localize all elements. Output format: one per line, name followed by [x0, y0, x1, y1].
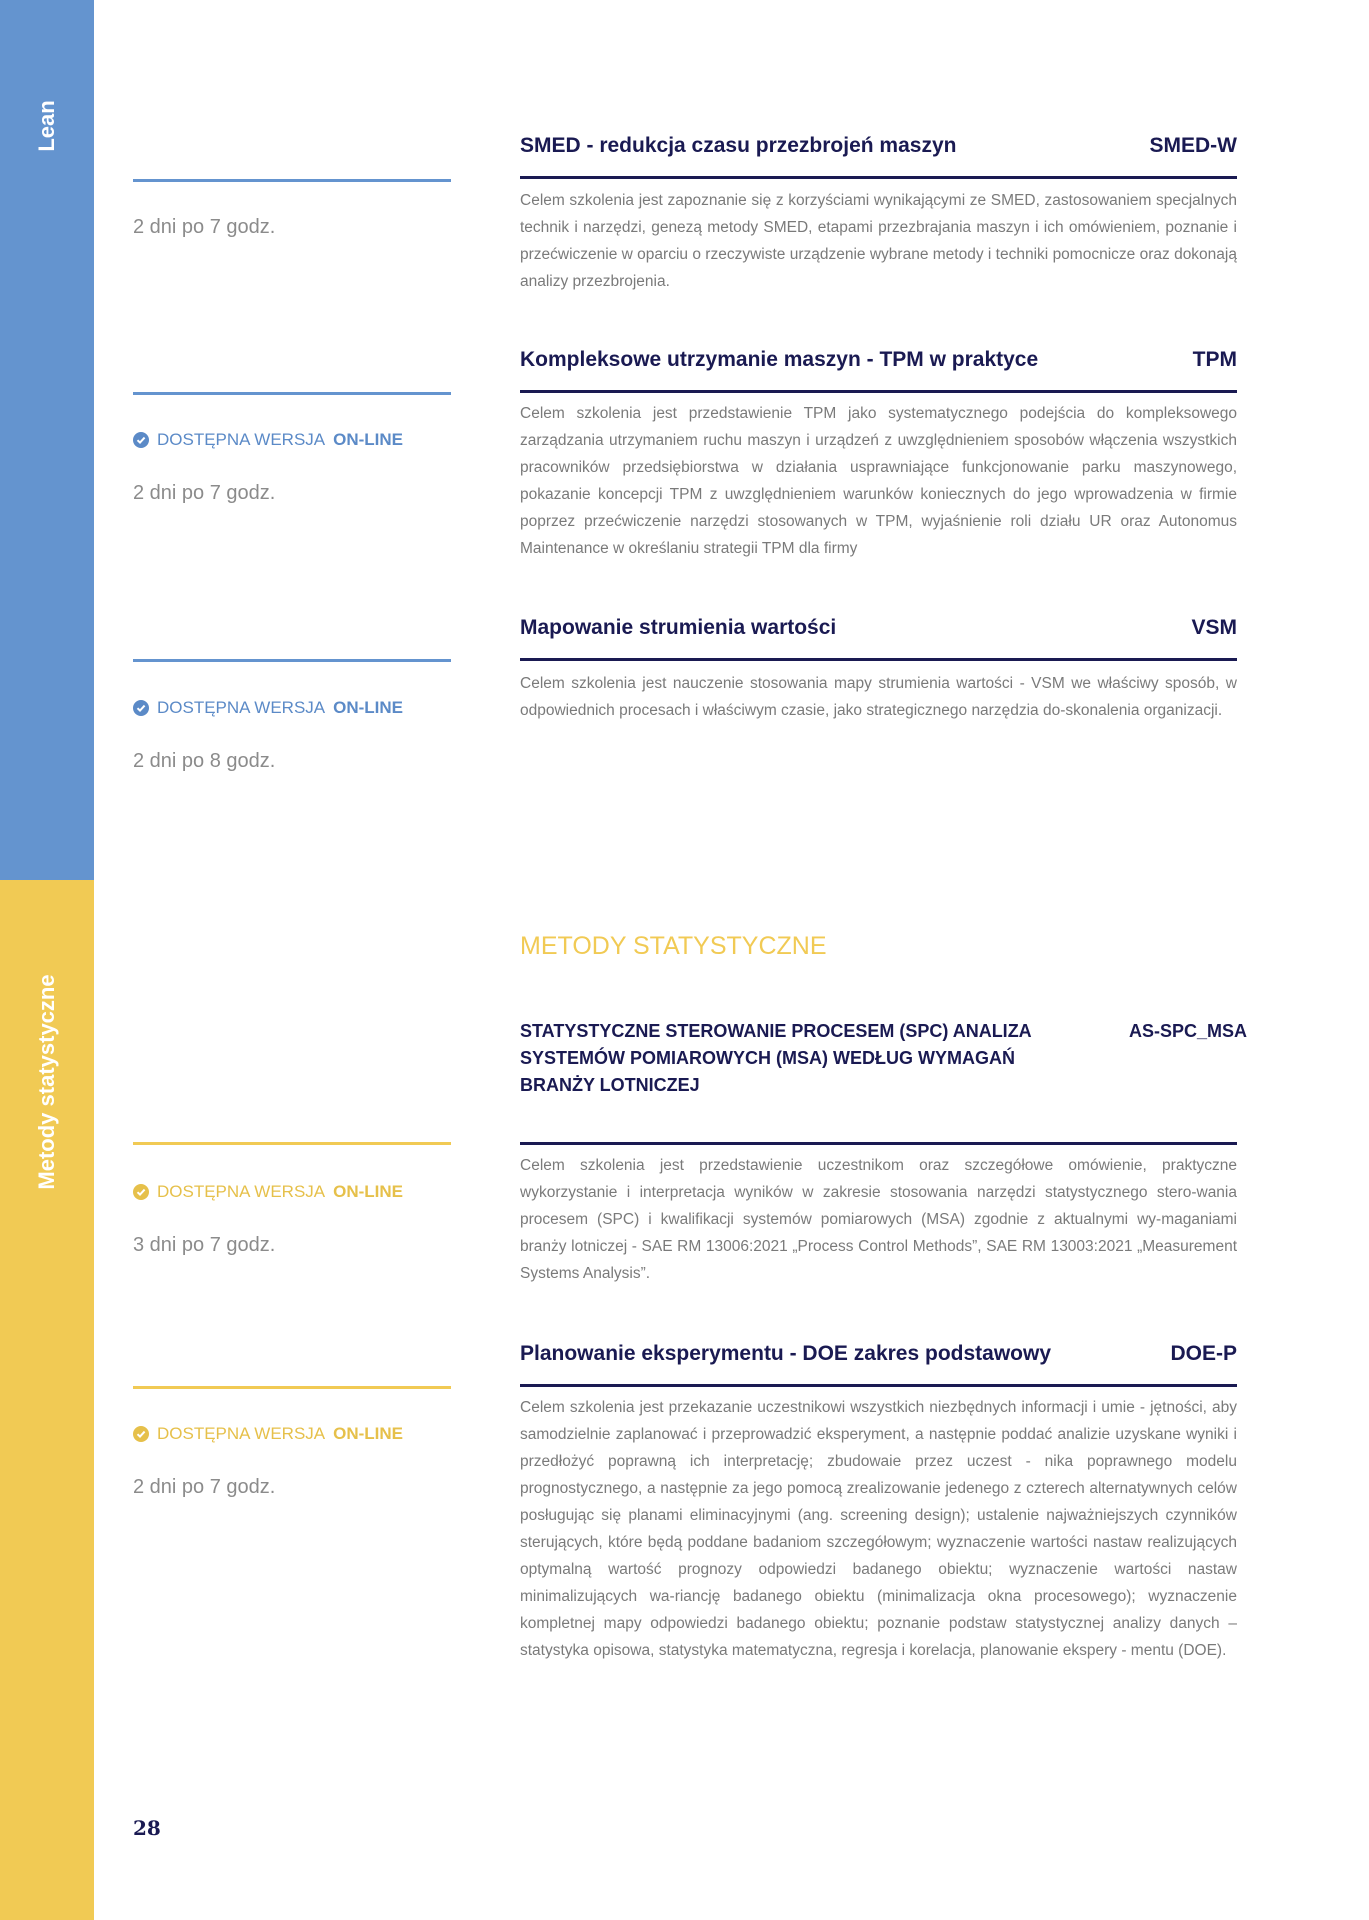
course-title-row: [520, 614, 1237, 641]
course-duration: 3 dni po 7 godz.: [133, 1234, 276, 1256]
online-badge: [133, 1424, 403, 1444]
title-divider: [520, 390, 1237, 393]
title-divider: [520, 1142, 1237, 1145]
course-duration: 2 dni po 7 godz.: [133, 216, 276, 238]
online-prefix: DOSTĘPNA WERSJA: [157, 430, 326, 449]
sidebar-label-lean: Lean: [34, 100, 59, 152]
course-title-row: [520, 346, 1237, 373]
online-prefix: DOSTĘPNA WERSJA: [157, 1182, 326, 1201]
course-title: Kompleksowe utrzymanie maszyn - TPM w praktyce: [520, 348, 1039, 371]
course-code: AS-SPC_MSA: [1128, 1021, 1247, 1041]
course-code: SMED-W: [1149, 134, 1237, 157]
course-description: Celem szkolenia jest przekazanie uczestnikowi wszystkich niezbędnych informacji i umie - jętności, aby samodzielnie zaplanować i przeprowadzić eksperyment, a następnie poddać analizie uzyskane wyniki i przedłożyć poprawną ich interpretację; zbudowaie przez uczest - nika poprawnego modelu prognostycznego, a następnie za jego pomocą zrealizowanie jedenego z czterech alternatywnych celów posługując się planami eliminacyjnymi (ang. screening design); ustalenie najważniejszych czynników sterujących, które będą poddane badaniom szczegółowym; wyznaczenie wartości nastaw realizujących optymalną wartość prognozy odpowiedzi badanego obiektu; wyznaczenie wartości nastaw minimalizujących wa-riancję badanego obiektu (minimalizacja okna procesowego); wyznaczenie kompletnej mapy odpowiedzi badanego obiektu; poznanie podstaw statystycznej analizy danych – statystyka opisowa, statystyka matematyczna, regresja i korelacja, planowanie ekspery - mentu (DOE).: [520, 1399, 1237, 1659]
course-duration: 2 dni po 7 godz.: [133, 482, 276, 504]
course-description: Celem szkolenia jest nauczenie stosowania mapy strumienia wartości - VSM we właściwy sposób, w odpowiednich procesach i właściwym czasie, jako strategicznego narzędzia do-skonalenia organizacji.: [520, 675, 1237, 719]
title-divider: [520, 658, 1237, 661]
course-description: Celem szkolenia jest przedstawienie TPM jako systematycznego podejścia do kompleksowego zarządzania utrzymaniem ruchu maszyn i urządzeń z uwzględnieniem sposobów włączenia wszystkich pracowników przedsiębiorstwa w działania usprawniające funkcjonowanie parku maszynowego, pokazanie koncepcji TPM z uwzględnieniem warunków koniecznych do jego wprowadzenia w firmie poprzez przećwiczenie narzędzi stosowanych w TPM, wyjaśnienie roli działu UR oraz Autonomus Maintenance w określaniu strategii TPM dla firmy: [520, 405, 1237, 557]
online-suffix: ON-LINE: [333, 698, 404, 717]
check-circle-icon: [133, 1426, 149, 1442]
online-badge: [133, 698, 403, 718]
course-duration: 2 dni po 7 godz.: [133, 1476, 276, 1498]
online-suffix: ON-LINE: [333, 1182, 404, 1201]
check-circle-icon: [133, 432, 149, 448]
course-title: Planowanie eksperymentu - DOE zakres podstawowy: [520, 1342, 1051, 1365]
course-code: TPM: [1192, 348, 1237, 371]
page-number: 28: [133, 1816, 161, 1840]
online-badge: [133, 1182, 403, 1202]
course-title: STATYSTYCZNE STEROWANIE PROCESEM (SPC) ANALIZA SYSTEMÓW POMIAROWYCH (MSA) WEDŁUG WYMAGAŃ BRANŻY LOTNICZEJ: [520, 1021, 1032, 1095]
course-title: SMED - redukcja czasu przezbrojeń maszyn: [520, 134, 957, 157]
course-title-row: [520, 1018, 1247, 1099]
online-badge: [133, 430, 403, 450]
title-divider: [520, 1384, 1237, 1387]
course-code: DOE-P: [1170, 1342, 1237, 1365]
sidebar-band-lean: [0, 0, 94, 880]
course-title-row: [520, 132, 1237, 159]
section-heading: METODY STATYSTYCZNE: [520, 932, 827, 960]
online-prefix: DOSTĘPNA WERSJA: [157, 1424, 326, 1443]
sidebar-label-stat: Metody statystyczne: [34, 974, 59, 1190]
course-description: Celem szkolenia jest zapoznanie się z korzyściami wynikającymi ze SMED, zastosowaniem specjalnych technik i narzędzi, genezą metody SMED, etapami przezbrajania maszyn i ich omówieniem, poznanie i przećwiczenie w oparciu o rzeczywiste urządzenie wybrane metody i techniki pomocnicze oraz dokonają analizy przezbrojenia.: [520, 192, 1237, 290]
title-divider: [520, 176, 1237, 179]
left-divider: [133, 1386, 451, 1389]
sidebar-band-stat: [0, 880, 94, 1920]
course-description: Celem szkolenia jest przedstawienie uczestnikom oraz szczegółowe omówienie, praktyczne wykorzystanie i interpretacja wyników w zakresie stosowania narzędzi statystycznego stero-wania procesem (SPC) i kwalifikacji systemów pomiarowych (MSA) zgodnie z aktualnymi wy-maganiami branży lotniczej - SAE RM 13006:2021 „Process Control Methods”, SAE RM 13003:2021 „Measurement Systems Analysis”.: [520, 1157, 1237, 1282]
online-suffix: ON-LINE: [333, 1424, 404, 1443]
left-divider: [133, 392, 451, 395]
check-circle-icon: [133, 1184, 149, 1200]
left-divider: [133, 179, 451, 182]
online-suffix: ON-LINE: [333, 430, 404, 449]
course-title-row: [520, 1340, 1237, 1367]
course-code: VSM: [1191, 616, 1237, 639]
left-divider: [133, 659, 451, 662]
left-divider: [133, 1142, 451, 1145]
online-prefix: DOSTĘPNA WERSJA: [157, 698, 326, 717]
course-title: Mapowanie strumienia wartości: [520, 616, 837, 639]
course-duration: 2 dni po 8 godz.: [133, 750, 276, 772]
check-circle-icon: [133, 700, 149, 716]
